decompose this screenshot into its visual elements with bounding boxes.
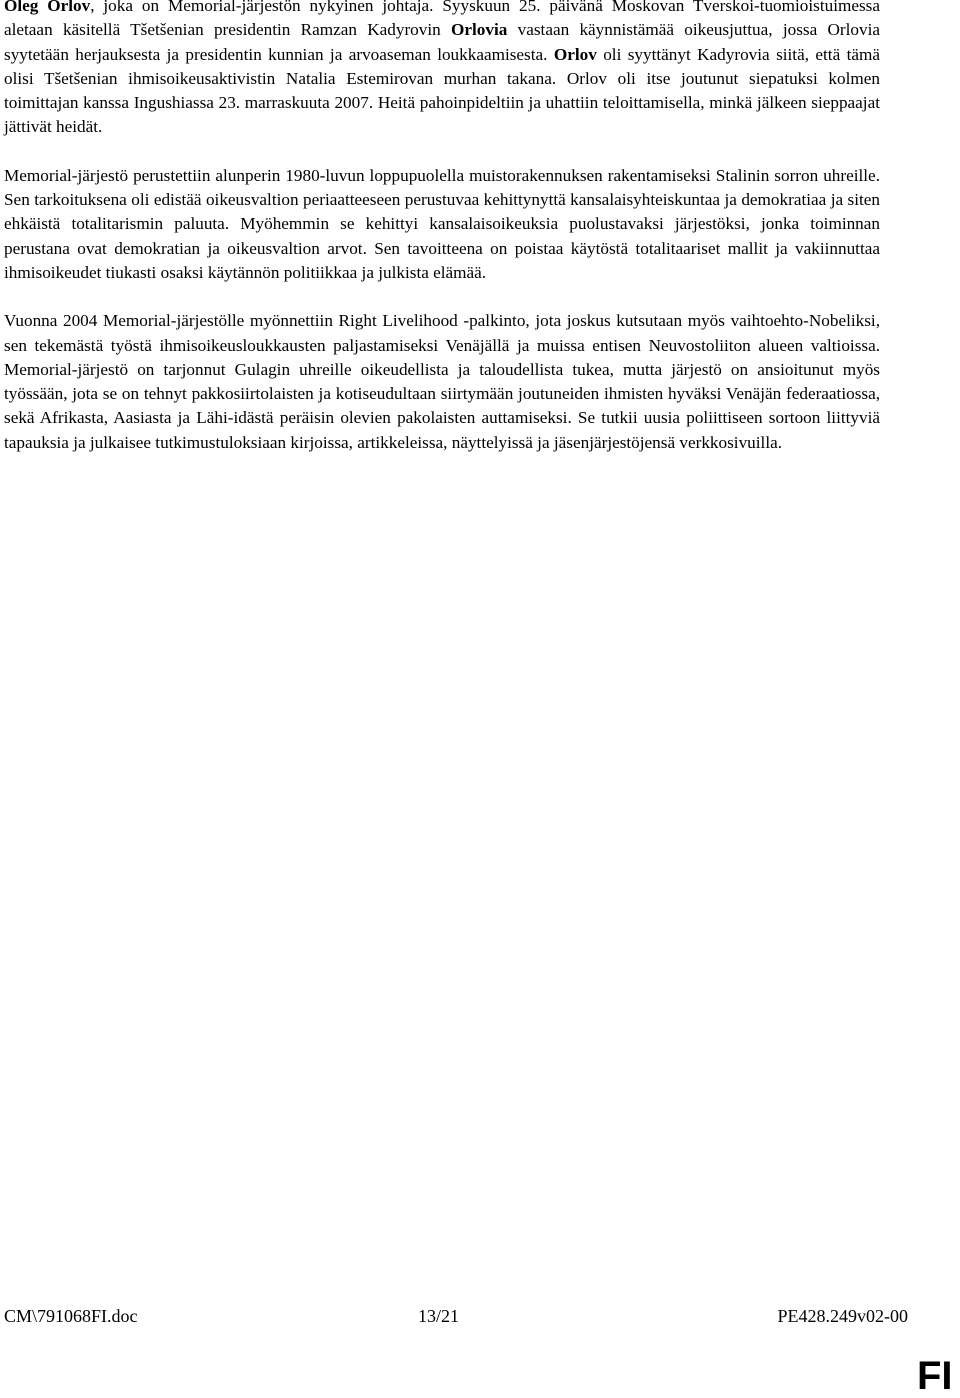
- footer-page-number: 13/21: [418, 1306, 460, 1326]
- text: Memorial-järjestö perustettiin alunperin 1980-luvun loppupuolella muistorakennuksen rakentamiseksi Stalinin sorron uhreille. Sen tarkoituksena oli edistää oikeusvaltion periaatteeseen perustuvaa kehittynyttä kansalaisyhteiskuntaa ja demokratiaa ja siten ehkäistä totalitarismin paluuta. Myöhemmin se kehittyi kansalaisoikeuksia puolustavaksi järjestöksi, jonka toiminnan perustana ovat demokratian ja oikeusvaltion arvot. Sen tavoitteena on poistaa käytöstä totalitaariset mallit ja vakiinnuttaa ihmisoikeudet tiukasti osaksi käytännön politiikkaa ja julkista elämää.: [4, 165, 880, 282]
- paragraph-1: [4, 0, 880, 140]
- page-footer: [4, 1306, 908, 1332]
- language-code: FI: [917, 1354, 953, 1398]
- text: Vuonna 2004 Memorial-järjestölle myönnettiin Right Livelihood -palkinto, jota joskus kutsutaan myös vaihtoehto-Nobeliksi, sen tekemästä työstä ihmisoikeusloukkausten paljastamiseksi Venäjällä ja muissa entisen Neuvostoliiton alueen valtioissa. Memorial-järjestö on tarjonnut Gulagin uhreille oikeudellista ja taloudellista tukea, mutta järjestö on ansioitunut myös työssään, jota se on tehnyt pakkosiirtolaisten ja kotiseudultaan siirtymään joutuneiden ihmisten hyväksi Venäjän federaatiossa, sekä Afrikasta, Aasiasta ja Lähi-idästä peräisin olevien pakolaisten auttamiseksi. Se tutkii uusia poliittiseen sortoon liittyviä tapauksia ja julkaisee tutkimustuloksiaan kirjoissa, artikkeleissa, näyttelyissä ja jäsenjärjestöjensä verkkosivuilla.: [4, 311, 880, 452]
- text-bold: Oleg Orlov: [4, 0, 91, 15]
- footer-pe-ref: PE428.249v02-00: [777, 1306, 908, 1326]
- text: , joka on Memorial-järjestön nykyinen johtaja. Syyskuun 25. päivänä Moskovan Tverskoi-tuomioistuimessa aletaan käsitellä Tšetšenian presidentin Ramzan Kadyrovin: [4, 0, 881, 40]
- text: oli syyttänyt Kadyrovia siitä, että tämä olisi Tšetšenian ihmisoikeusaktivistin Natalia Estemirovan murhan takana. Orlov oli itse joutunut siepatuksi kolmen toimittajan kanssa Ingushiassa 23. marraskuuta 2007. Heitä pahoinpideltiin ja uhattiin teloittamisella, minkä jälkeen sieppaajat jättivät heidät.: [4, 44, 880, 137]
- document-body: [4, 0, 880, 455]
- text-bold: Orlovia: [451, 20, 508, 40]
- footer-doc-ref: CM\791068FI.doc: [4, 1306, 138, 1326]
- text: vastaan käynnistämää oikeusjuttua, jossa Orlovia syytetään herjauksesta ja presidentin kunnian ja arvoaseman loukkaamisesta.: [4, 20, 880, 64]
- text-bold: Orlov: [553, 44, 597, 64]
- paragraph-3: [4, 309, 880, 455]
- paragraph-2: [4, 164, 880, 285]
